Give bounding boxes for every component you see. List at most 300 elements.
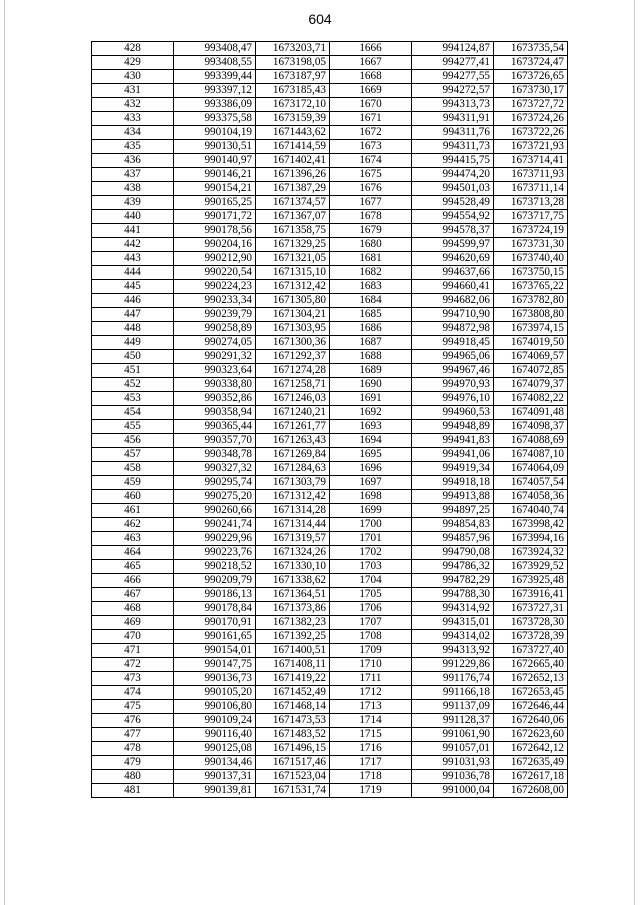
point-number-cell: 1716 <box>330 742 412 756</box>
point-number-cell: 445 <box>92 280 174 294</box>
coord-y-cell: 1671373,86 <box>256 602 330 616</box>
table-row <box>92 574 568 588</box>
coord-y-cell: 1671300,36 <box>256 336 330 350</box>
point-number-cell: 438 <box>92 182 174 196</box>
point-number-cell: 1701 <box>330 532 412 546</box>
table-row <box>92 728 568 742</box>
point-number-cell: 1687 <box>330 336 412 350</box>
table-row <box>92 532 568 546</box>
point-number-cell: 1673 <box>330 140 412 154</box>
coord-y-cell: 1672635,49 <box>494 756 568 770</box>
point-number-cell: 1679 <box>330 224 412 238</box>
point-number-cell: 1692 <box>330 406 412 420</box>
coord-x-cell: 990233,34 <box>174 294 256 308</box>
table-row <box>92 224 568 238</box>
coord-y-cell: 1671312,42 <box>256 490 330 504</box>
coord-y-cell: 1671269,84 <box>256 448 330 462</box>
point-number-cell: 468 <box>92 602 174 616</box>
coord-y-cell: 1671452,49 <box>256 686 330 700</box>
coord-x-cell: 990275,20 <box>174 490 256 504</box>
coord-y-cell: 1673721,93 <box>494 140 568 154</box>
coord-y-cell: 1672642,12 <box>494 742 568 756</box>
coord-x-cell: 994578,37 <box>412 224 494 238</box>
point-number-cell: 455 <box>92 420 174 434</box>
point-number-cell: 470 <box>92 630 174 644</box>
coord-x-cell: 991137,09 <box>412 700 494 714</box>
point-number-cell: 1711 <box>330 672 412 686</box>
coord-x-cell: 991229,86 <box>412 658 494 672</box>
coord-x-cell: 993408,47 <box>174 42 256 56</box>
coord-x-cell: 991128,37 <box>412 714 494 728</box>
point-number-cell: 1674 <box>330 154 412 168</box>
table-row <box>92 168 568 182</box>
point-number-cell: 443 <box>92 252 174 266</box>
table-row <box>92 434 568 448</box>
coord-x-cell: 990352,86 <box>174 392 256 406</box>
coord-x-cell: 991057,01 <box>412 742 494 756</box>
point-number-cell: 444 <box>92 266 174 280</box>
coord-y-cell: 1671387,29 <box>256 182 330 196</box>
point-number-cell: 1713 <box>330 700 412 714</box>
coord-y-cell: 1671400,51 <box>256 644 330 658</box>
point-number-cell: 474 <box>92 686 174 700</box>
coord-x-cell: 990239,79 <box>174 308 256 322</box>
coord-y-cell: 1674064,09 <box>494 462 568 476</box>
coord-y-cell: 1673203,71 <box>256 42 330 56</box>
coord-y-cell: 1671261,77 <box>256 420 330 434</box>
point-number-cell: 435 <box>92 140 174 154</box>
coord-x-cell: 994554,92 <box>412 210 494 224</box>
coord-x-cell: 990139,81 <box>174 784 256 798</box>
coord-x-cell: 990186,13 <box>174 588 256 602</box>
coord-y-cell: 1673727,72 <box>494 98 568 112</box>
point-number-cell: 1717 <box>330 756 412 770</box>
coord-y-cell: 1673172,10 <box>256 98 330 112</box>
point-number-cell: 1707 <box>330 616 412 630</box>
point-number-cell: 481 <box>92 784 174 798</box>
point-number-cell: 471 <box>92 644 174 658</box>
coord-x-cell: 991166,18 <box>412 686 494 700</box>
point-number-cell: 432 <box>92 98 174 112</box>
coord-y-cell: 1672652,13 <box>494 672 568 686</box>
table-row <box>92 658 568 672</box>
coord-x-cell: 993375,58 <box>174 112 256 126</box>
table-row <box>92 266 568 280</box>
table-row <box>92 210 568 224</box>
point-number-cell: 1684 <box>330 294 412 308</box>
table-row <box>92 448 568 462</box>
coord-x-cell: 990170,91 <box>174 616 256 630</box>
coord-y-cell: 1673159,39 <box>256 112 330 126</box>
point-number-cell: 1676 <box>330 182 412 196</box>
coord-x-cell: 994941,83 <box>412 434 494 448</box>
point-number-cell: 1667 <box>330 56 412 70</box>
coord-y-cell: 1672653,45 <box>494 686 568 700</box>
coord-x-cell: 990241,74 <box>174 518 256 532</box>
table-row <box>92 420 568 434</box>
coord-x-cell: 994314,02 <box>412 630 494 644</box>
point-number-cell: 452 <box>92 378 174 392</box>
coord-x-cell: 993408,55 <box>174 56 256 70</box>
point-number-cell: 458 <box>92 462 174 476</box>
point-number-cell: 1691 <box>330 392 412 406</box>
coord-x-cell: 994599,97 <box>412 238 494 252</box>
point-number-cell: 463 <box>92 532 174 546</box>
point-number-cell: 1689 <box>330 364 412 378</box>
table-row <box>92 350 568 364</box>
point-number-cell: 447 <box>92 308 174 322</box>
point-number-cell: 431 <box>92 84 174 98</box>
point-number-cell: 1682 <box>330 266 412 280</box>
coord-x-cell: 994311,91 <box>412 112 494 126</box>
table-row <box>92 504 568 518</box>
point-number-cell: 449 <box>92 336 174 350</box>
coord-x-cell: 991176,74 <box>412 672 494 686</box>
coord-x-cell: 990327,32 <box>174 462 256 476</box>
point-number-cell: 450 <box>92 350 174 364</box>
coord-x-cell: 994311,76 <box>412 126 494 140</box>
coord-y-cell: 1671468,14 <box>256 700 330 714</box>
table-row <box>92 84 568 98</box>
coord-y-cell: 1673724,19 <box>494 224 568 238</box>
coord-x-cell: 991061,90 <box>412 728 494 742</box>
coord-y-cell: 1671304,21 <box>256 308 330 322</box>
table-row <box>92 630 568 644</box>
coord-x-cell: 994313,92 <box>412 644 494 658</box>
coord-x-cell: 990229,96 <box>174 532 256 546</box>
point-number-cell: 437 <box>92 168 174 182</box>
table-row <box>92 336 568 350</box>
coord-y-cell: 1671324,26 <box>256 546 330 560</box>
table-row <box>92 714 568 728</box>
coord-x-cell: 994970,93 <box>412 378 494 392</box>
table-row <box>92 322 568 336</box>
coord-x-cell: 991000,04 <box>412 784 494 798</box>
coord-x-cell: 990136,73 <box>174 672 256 686</box>
point-number-cell: 1705 <box>330 588 412 602</box>
coord-x-cell: 990338,80 <box>174 378 256 392</box>
coord-x-cell: 994637,66 <box>412 266 494 280</box>
coord-x-cell: 990178,84 <box>174 602 256 616</box>
table-row <box>92 252 568 266</box>
point-number-cell: 430 <box>92 70 174 84</box>
coord-x-cell: 990358,94 <box>174 406 256 420</box>
table-row <box>92 756 568 770</box>
table-row <box>92 98 568 112</box>
coord-x-cell: 994941,06 <box>412 448 494 462</box>
point-number-cell: 1680 <box>330 238 412 252</box>
table-row <box>92 560 568 574</box>
coord-x-cell: 994854,83 <box>412 518 494 532</box>
coord-x-cell: 990223,76 <box>174 546 256 560</box>
coord-y-cell: 1671396,26 <box>256 168 330 182</box>
table-row <box>92 602 568 616</box>
table-row <box>92 462 568 476</box>
coord-x-cell: 990209,79 <box>174 574 256 588</box>
coord-y-cell: 1672665,40 <box>494 658 568 672</box>
coord-y-cell: 1671419,22 <box>256 672 330 686</box>
coord-x-cell: 990137,31 <box>174 770 256 784</box>
coord-x-cell: 994415,75 <box>412 154 494 168</box>
coord-y-cell: 1671443,62 <box>256 126 330 140</box>
point-number-cell: 480 <box>92 770 174 784</box>
coord-y-cell: 1672640,06 <box>494 714 568 728</box>
coord-x-cell: 991031,93 <box>412 756 494 770</box>
coord-y-cell: 1671263,43 <box>256 434 330 448</box>
coord-y-cell: 1674087,10 <box>494 448 568 462</box>
table-row <box>92 238 568 252</box>
coord-y-cell: 1671319,57 <box>256 532 330 546</box>
coord-y-cell: 1673924,32 <box>494 546 568 560</box>
coord-x-cell: 994660,41 <box>412 280 494 294</box>
coord-y-cell: 1673722,26 <box>494 126 568 140</box>
coord-x-cell: 994788,30 <box>412 588 494 602</box>
point-number-cell: 1671 <box>330 112 412 126</box>
coord-y-cell: 1673974,15 <box>494 322 568 336</box>
coord-y-cell: 1673765,22 <box>494 280 568 294</box>
coord-y-cell: 1671258,71 <box>256 378 330 392</box>
point-number-cell: 475 <box>92 700 174 714</box>
coord-y-cell: 1671303,95 <box>256 322 330 336</box>
point-number-cell: 1695 <box>330 448 412 462</box>
coord-y-cell: 1673782,80 <box>494 294 568 308</box>
table-row <box>92 392 568 406</box>
coord-y-cell: 1671358,75 <box>256 224 330 238</box>
point-number-cell: 1678 <box>330 210 412 224</box>
coord-x-cell: 990258,89 <box>174 322 256 336</box>
point-number-cell: 1668 <box>330 70 412 84</box>
coord-x-cell: 993397,12 <box>174 84 256 98</box>
coord-y-cell: 1673731,30 <box>494 238 568 252</box>
coord-x-cell: 990224,23 <box>174 280 256 294</box>
point-number-cell: 428 <box>92 42 174 56</box>
coord-y-cell: 1671303,79 <box>256 476 330 490</box>
coord-y-cell: 1674072,85 <box>494 364 568 378</box>
point-number-cell: 476 <box>92 714 174 728</box>
coord-y-cell: 1674069,57 <box>494 350 568 364</box>
coord-x-cell: 994272,57 <box>412 84 494 98</box>
table-row <box>92 70 568 84</box>
coord-x-cell: 990291,32 <box>174 350 256 364</box>
table-row <box>92 588 568 602</box>
point-number-cell: 442 <box>92 238 174 252</box>
coord-x-cell: 994314,92 <box>412 602 494 616</box>
coord-x-cell: 990212,90 <box>174 252 256 266</box>
coord-x-cell: 990147,75 <box>174 658 256 672</box>
coord-x-cell: 994872,98 <box>412 322 494 336</box>
coord-y-cell: 1671517,46 <box>256 756 330 770</box>
coord-y-cell: 1671496,15 <box>256 742 330 756</box>
coord-y-cell: 1671240,21 <box>256 406 330 420</box>
coord-x-cell: 994528,49 <box>412 196 494 210</box>
point-number-cell: 1686 <box>330 322 412 336</box>
coordinates-table-body <box>92 42 568 798</box>
coord-x-cell: 990154,01 <box>174 644 256 658</box>
coord-x-cell: 993399,44 <box>174 70 256 84</box>
table-row <box>92 280 568 294</box>
coord-y-cell: 1671274,28 <box>256 364 330 378</box>
coord-x-cell: 990134,46 <box>174 756 256 770</box>
coord-y-cell: 1673740,40 <box>494 252 568 266</box>
point-number-cell: 1700 <box>330 518 412 532</box>
coord-y-cell: 1673925,48 <box>494 574 568 588</box>
point-number-cell: 440 <box>92 210 174 224</box>
table-row <box>92 294 568 308</box>
coord-x-cell: 990130,51 <box>174 140 256 154</box>
coord-y-cell: 1673727,40 <box>494 644 568 658</box>
point-number-cell: 465 <box>92 560 174 574</box>
coord-x-cell: 994857,96 <box>412 532 494 546</box>
coord-y-cell: 1671338,62 <box>256 574 330 588</box>
coord-y-cell: 1671246,03 <box>256 392 330 406</box>
coord-y-cell: 1672617,18 <box>494 770 568 784</box>
coord-x-cell: 990104,19 <box>174 126 256 140</box>
point-number-cell: 477 <box>92 728 174 742</box>
point-number-cell: 434 <box>92 126 174 140</box>
scan-edge-left <box>4 0 5 905</box>
point-number-cell: 453 <box>92 392 174 406</box>
table-row <box>92 154 568 168</box>
coord-x-cell: 990295,74 <box>174 476 256 490</box>
coord-x-cell: 994976,10 <box>412 392 494 406</box>
table-row <box>92 140 568 154</box>
coord-x-cell: 990161,65 <box>174 630 256 644</box>
point-number-cell: 1698 <box>330 490 412 504</box>
coord-y-cell: 1674088,69 <box>494 434 568 448</box>
coord-y-cell: 1671364,51 <box>256 588 330 602</box>
point-number-cell: 429 <box>92 56 174 70</box>
coord-y-cell: 1674082,22 <box>494 392 568 406</box>
coord-x-cell: 990154,21 <box>174 182 256 196</box>
point-number-cell: 441 <box>92 224 174 238</box>
coord-x-cell: 994620,69 <box>412 252 494 266</box>
coord-y-cell: 1671367,07 <box>256 210 330 224</box>
coord-y-cell: 1673724,47 <box>494 56 568 70</box>
coord-y-cell: 1673929,52 <box>494 560 568 574</box>
coord-x-cell: 994277,55 <box>412 70 494 84</box>
point-number-cell: 1699 <box>330 504 412 518</box>
point-number-cell: 1677 <box>330 196 412 210</box>
point-number-cell: 1693 <box>330 420 412 434</box>
coord-y-cell: 1671483,52 <box>256 728 330 742</box>
coord-x-cell: 994897,25 <box>412 504 494 518</box>
point-number-cell: 472 <box>92 658 174 672</box>
point-number-cell: 457 <box>92 448 174 462</box>
point-number-cell: 1708 <box>330 630 412 644</box>
coord-x-cell: 991036,78 <box>412 770 494 784</box>
point-number-cell: 1704 <box>330 574 412 588</box>
coord-x-cell: 994786,32 <box>412 560 494 574</box>
point-number-cell: 1683 <box>330 280 412 294</box>
coord-y-cell: 1673724,26 <box>494 112 568 126</box>
coord-x-cell: 994965,06 <box>412 350 494 364</box>
coord-y-cell: 1671330,10 <box>256 560 330 574</box>
coord-x-cell: 994948,89 <box>412 420 494 434</box>
coord-y-cell: 1671414,59 <box>256 140 330 154</box>
coord-x-cell: 990146,21 <box>174 168 256 182</box>
table-row <box>92 672 568 686</box>
point-number-cell: 1702 <box>330 546 412 560</box>
point-number-cell: 1714 <box>330 714 412 728</box>
coord-x-cell: 994919,34 <box>412 462 494 476</box>
coord-y-cell: 1673711,14 <box>494 182 568 196</box>
point-number-cell: 1681 <box>330 252 412 266</box>
table-row <box>92 784 568 798</box>
point-number-cell: 467 <box>92 588 174 602</box>
coord-y-cell: 1671473,53 <box>256 714 330 728</box>
coord-y-cell: 1673994,16 <box>494 532 568 546</box>
table-row <box>92 700 568 714</box>
point-number-cell: 439 <box>92 196 174 210</box>
coord-x-cell: 990105,20 <box>174 686 256 700</box>
coordinates-table <box>91 41 568 798</box>
coord-y-cell: 1671523,04 <box>256 770 330 784</box>
point-number-cell: 1712 <box>330 686 412 700</box>
point-number-cell: 451 <box>92 364 174 378</box>
table-row <box>92 686 568 700</box>
table-row <box>92 770 568 784</box>
point-number-cell: 460 <box>92 490 174 504</box>
coord-y-cell: 1671284,63 <box>256 462 330 476</box>
point-number-cell: 1688 <box>330 350 412 364</box>
coord-y-cell: 1671374,57 <box>256 196 330 210</box>
coord-x-cell: 994682,06 <box>412 294 494 308</box>
point-number-cell: 1672 <box>330 126 412 140</box>
coord-x-cell: 990125,08 <box>174 742 256 756</box>
table-row <box>92 112 568 126</box>
table-row <box>92 644 568 658</box>
coord-x-cell: 994782,29 <box>412 574 494 588</box>
coord-y-cell: 1673750,15 <box>494 266 568 280</box>
point-number-cell: 436 <box>92 154 174 168</box>
table-row <box>92 476 568 490</box>
coord-y-cell: 1673198,05 <box>256 56 330 70</box>
coord-y-cell: 1673717,75 <box>494 210 568 224</box>
coord-y-cell: 1673187,97 <box>256 70 330 84</box>
coord-x-cell: 990220,54 <box>174 266 256 280</box>
coord-x-cell: 990274,05 <box>174 336 256 350</box>
table-row <box>92 616 568 630</box>
table-row <box>92 378 568 392</box>
coord-y-cell: 1671382,23 <box>256 616 330 630</box>
coord-y-cell: 1674057,54 <box>494 476 568 490</box>
coord-y-cell: 1673185,43 <box>256 84 330 98</box>
point-number-cell: 1675 <box>330 168 412 182</box>
coord-y-cell: 1673730,17 <box>494 84 568 98</box>
table-row <box>92 490 568 504</box>
coord-y-cell: 1671292,37 <box>256 350 330 364</box>
coord-y-cell: 1673727,31 <box>494 602 568 616</box>
point-number-cell: 459 <box>92 476 174 490</box>
table-row <box>92 742 568 756</box>
point-number-cell: 1696 <box>330 462 412 476</box>
table-row <box>92 364 568 378</box>
coord-x-cell: 990171,72 <box>174 210 256 224</box>
coord-y-cell: 1674040,74 <box>494 504 568 518</box>
coord-y-cell: 1671408,11 <box>256 658 330 672</box>
coord-x-cell: 994913,88 <box>412 490 494 504</box>
table-row <box>92 196 568 210</box>
coord-y-cell: 1674058,36 <box>494 490 568 504</box>
coord-x-cell: 990204,16 <box>174 238 256 252</box>
point-number-cell: 454 <box>92 406 174 420</box>
point-number-cell: 1670 <box>330 98 412 112</box>
coord-y-cell: 1671305,80 <box>256 294 330 308</box>
coord-x-cell: 990357,70 <box>174 434 256 448</box>
coord-x-cell: 990106,80 <box>174 700 256 714</box>
table-row <box>92 56 568 70</box>
point-number-cell: 1690 <box>330 378 412 392</box>
